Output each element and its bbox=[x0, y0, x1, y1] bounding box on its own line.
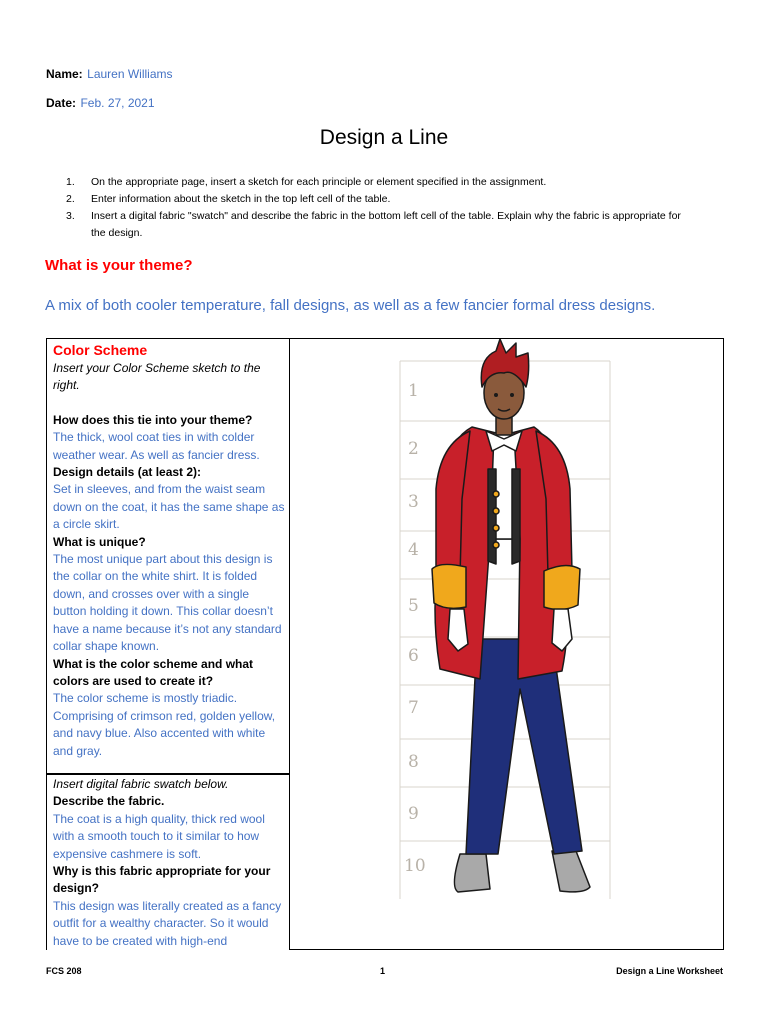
answer-color-scheme: The color scheme is mostly triadic. Comprising of crimson red, golden yellow, and navy blue. Also accented with white and gray. bbox=[53, 691, 276, 758]
instructions-list bbox=[44, 174, 684, 242]
footer-page-number: 1 bbox=[380, 966, 386, 976]
color-scheme-cell[interactable] bbox=[46, 338, 290, 774]
grid-number: 4 bbox=[408, 540, 419, 560]
color-scheme-instruction: Insert your Color Scheme sketch to the right. bbox=[53, 361, 261, 393]
question-fabric-appropriate: Why is this fabric appropriate for your design? bbox=[53, 864, 271, 896]
fashion-sketch bbox=[290, 339, 722, 949]
question-design-details: Design details (at least 2): bbox=[53, 465, 202, 480]
answer-fabric-appropriate: This design was literally created as a fancy outfit for a wealthy character. So it would have to be created with high-end bbox=[53, 898, 282, 948]
sketch-cell[interactable] bbox=[290, 338, 724, 950]
grid-number: 5 bbox=[408, 596, 419, 616]
answer-design-details: Set in sleeves, and from the waist seam down on the coat, it has the same shape as a circle skirt. bbox=[53, 482, 285, 532]
answer-describe-fabric: The coat is a high quality, thick red wool with a smooth touch to it similar to how expensive cashmere is soft. bbox=[53, 811, 265, 861]
instruction-item: 2. Enter information about the sketch in the top left cell of the table. bbox=[66, 193, 391, 205]
right-shoe bbox=[552, 851, 590, 892]
theme-answer: A mix of both cooler temperature, fall designs, as well as a few fancier formal dress designs. bbox=[45, 297, 656, 314]
page-title: Design a Line bbox=[319, 126, 449, 149]
right-hand bbox=[552, 609, 572, 651]
vest bbox=[488, 469, 496, 564]
left-shoe bbox=[454, 854, 490, 892]
left-cuff bbox=[432, 564, 466, 608]
date-line bbox=[46, 94, 155, 112]
footer-course: FCS 208 bbox=[46, 966, 82, 976]
grid-number: 3 bbox=[408, 492, 419, 512]
question-color-scheme: What is the color scheme and what colors are used to create it? bbox=[53, 656, 254, 688]
instruction-item: 3. Insert a digital fabric "swatch" and describe the fabric in the bottom left cell of the table. Explain why the fabric is appropriate for the design. bbox=[66, 210, 681, 239]
answer-unique: The most unique part about this design is the collar on the white shirt. It is folded down, and crosses over with a single button holding it down. This collar doesn’t have a name because it’s not any standard collar shape known. bbox=[53, 552, 282, 654]
date-value: Feb. 27, 2021 bbox=[80, 96, 155, 110]
answer-theme-tie: The thick, wool coat ties in with colder weather wear. As well as fancier dress. bbox=[53, 430, 260, 462]
name-line bbox=[46, 65, 173, 83]
grid-number: 8 bbox=[408, 752, 419, 772]
theme-question: What is your theme? bbox=[45, 257, 193, 274]
figure-illustration bbox=[432, 339, 590, 892]
fabric-cell[interactable] bbox=[46, 774, 290, 950]
right-cuff bbox=[544, 565, 580, 609]
footer-doc-title: Design a Line Worksheet bbox=[616, 966, 723, 976]
date-label: Date: bbox=[46, 96, 77, 110]
question-unique: What is unique? bbox=[53, 534, 146, 549]
instruction-item: 1. On the appropriate page, insert a sketch for each principle or element specified in the assignment. bbox=[66, 176, 547, 188]
grid-number: 10 bbox=[404, 856, 426, 876]
grid-number: 9 bbox=[408, 804, 419, 824]
question-describe-fabric: Describe the fabric. bbox=[53, 794, 165, 809]
color-scheme-heading: Color Scheme bbox=[53, 342, 148, 358]
name-label: Name: bbox=[46, 67, 83, 81]
grid-number: 6 bbox=[408, 646, 419, 666]
grid-number: 1 bbox=[408, 381, 419, 401]
name-value: Lauren Williams bbox=[87, 67, 173, 81]
question-theme-tie: How does this tie into your theme? bbox=[53, 412, 253, 427]
grid-number: 7 bbox=[408, 698, 419, 718]
grid-number: 2 bbox=[408, 439, 419, 459]
croquis-numbers bbox=[404, 381, 426, 876]
fabric-instruction: Insert digital fabric swatch below. bbox=[53, 777, 229, 791]
